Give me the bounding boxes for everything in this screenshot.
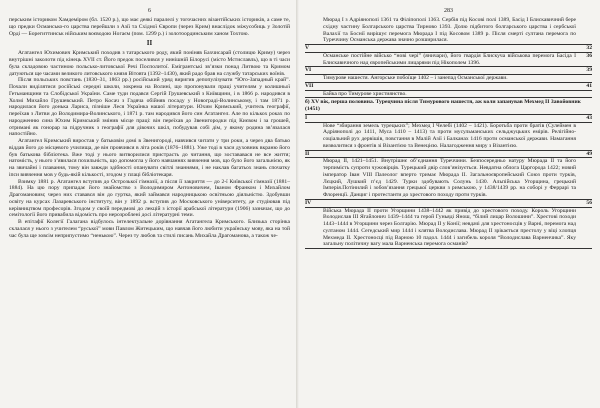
chapter-numeral: I (305, 114, 308, 121)
chapter-numeral: VI (305, 67, 312, 74)
right-page-number: 283 (444, 8, 453, 14)
contents-row (305, 67, 592, 75)
chapter-numeral: VII (305, 82, 314, 89)
body-paragraph: Агатангел Кримський виростав у батьковім домі в Звенигороді, навчився читати у три роки, а через два батько віддав його до місцевого училища, де він провчився в літа років (1876–1881). Уже тоді в часи духовник вкраню його був батькова бібліотека. Вже тоді у нього витворилися пристрасть до читання, що зостававася не все життя; натомість, у нього з’явилася похильність, що допомогла у його навчаннях вивчення мов, що було його загальнією, як на звичайні і плавання, тому він завжди здібності опанувати світлі знаннями, і не наклав багатьох знань спочатку іпси вивчення мов у будь-якій кількості, згодом у плаці бібліотекаря. (9, 138, 290, 178)
chapter-page-number: 49 (586, 150, 592, 157)
chapter-summary: Мюрад II, 1421–1451. Внутрішнє об’єднання Туреччини. Безпосередньо натуру Мюрада II та його терпимість супроти чужовірців. Турецький двір слов’янізується. Невдатна облога Царгорода 1422; новий імператор Іван VIII Палеолог вперто тримає Мюрада II. Загальноєвропейський Союз проти турків, Лєцкий, Лушкий п’єд 1429. Турки здобувають Солунь 1430. Альпійська Угорщина, грецький Імперія.Потінилий і зобов’язання грецької церкви з римською, у 1438/1439 рр. на соборі у Феррарі та Флоренції. Данциг і протестанти до хрестового походу проти турків. (323, 158, 576, 198)
chapter-summary: Нове “збирання земель турецьких”; Мехмед I Челебі (1402 – 1421). Боротьба проти братів (Сулеймен в Адріянополі до 1411, Муса 1410 – 1413) та проти мусульманських сельджуцьких емірів. Релігійно-соціальний рух дервішів, повстання в Малій Азії і Балканах 1416 проти османської держави. Намагання визволитися з фронтів зі Візантією та Венецією. Налагодження миру з Візантією. (323, 122, 576, 149)
body-paragraph: Взимку 1881 р. Агатангел вступив до Острозької гімназії, а після її закриття — до 2-ї Київської гімназії (1881–1884). На цю пору припадає його знайомство з Володимиром Антоновичем, Іваном Франком і Михайлом Драгомановим; через них ставався він до гуртка, який займався народницькою освітньою діяльністю. Здобувши освіту на курсах Лазаревського інституту, він у 1892 р. вступив до Московського університету, де студіював під керівництвом професорів. Згодом у своїй передмові до лекцій з історії арабської літератури (1906) зазначає, що до семітології його привабила відомість про нерозроблені досі літературні теми. (9, 178, 290, 219)
body-paragraph: В епітафії Колегії Галагана відбулось інтелектуальне дорівнання Агатангела Кримського. Близька сторінка склалася у нього з учителем “руської” мови Павлом Житецьким, що навчав його любити українську мову, яка на той час була ще зовсім неприпустимо “ненькою”. Через ту любов та стилі писань Михайла Драгоманова, а також че- (9, 219, 290, 239)
chapter-page-number: 32 (586, 45, 592, 51)
chapter-summary: Османське постійне військо “нові черi” (яничари), його гвардія Блискуча військова перемога Басіда І Блискавичного над європейськими лицарями під Нікополем 1396. (323, 52, 576, 66)
contents-row (305, 200, 592, 208)
contents-row (305, 208, 592, 250)
chapter-summary: Байка про Тимурове християнство. (323, 90, 407, 97)
contents-row (305, 75, 592, 83)
chapter-summary: Тимурове нашестя. Ангорське побоїще 1402 – і занепад Османської держави. (323, 75, 508, 81)
left-top-paragraph: перським істориком Хамдеміром (бл. 1520 р.), що має деякі паралелі у тогочасних візантійських істориків, а саме те, що предки Османсько-го царства перейшли з Азії та Східної Європи (через Крим) внаслідок міжусобиць у Золотій Орді — Борегиттинськ нійським воєводою Ногаєм (пом. 1299 р.) і золотоординським ханом Тохтою. (9, 17, 290, 37)
contents-row (305, 53, 592, 68)
body-paragraph: Агатангел Юхимович Кримський походив з татарського роду, який поніняв Бахчисарай (столицю Криму) через внутрішні заколоти під кінець XVII ст. Його предок поселився у нинішній Білорусі (місто Мстиславль), що в ті часи була складовою частиною польсько-литовської Речі Посполитої. Емігрантські зв’язки понад Литвою та Кримом датуються ще часами великого литовського князя Вітовта (1392–1430), який радо брав на службу татарських воїнів. (9, 50, 290, 77)
left-page (0, 0, 296, 408)
contents-row (305, 44, 592, 53)
chapter-page-number: 41 (586, 82, 592, 89)
body-paragraph: Після польських повстань (1830–31, 1863 рр.) російський уряд виригив депопулізувати “Юго-Западный край”. Почали виділятися російські середні школи, зокрема на Волині, що пропонували праці учителям у колишньої Гетьманщини та Слобідської України. Саме туди подався Сергій Грушевський з Київщини, і в 1866 р. народився в Холмі Михайло Грушевський. Петро Косач з Гадяча обійняв посаду у Новограді-Волинському, і там 1871 р. народилася його донька Лариса, пізніше Леся Українка нашої літератури. Юхим Кримський, учитель географії, переїхав з Литви до Володимира-Волинського, і 1871 р. там народився його син Агатангел. Але по кількох роках по народженню сина Юхим Кримський змінив місце праці: він переїхав до Звенигородки під Києвом і за грошей, отримані як гонорар за підручник з географії для дівочих шкіл, побудував собі дім, у якому родина зв’язалася напостійно. (9, 77, 290, 138)
contents-row (305, 123, 592, 151)
section-heading: II (146, 39, 153, 48)
part-title: б) XV вік, перша половина. Турецчина після Тимурового нашестя, аж коли запанував Мехмед II Завойовник (1451) (305, 99, 581, 112)
left-page-number: 6 (148, 8, 151, 14)
chapter-numeral: II (305, 150, 310, 157)
contents-intro-text: Мюрад І з Адріянополі 1361 та Філіпополі 1363. Сербія під Косові полі 1389, Басід І Блискавичний бере східну частину Болгарського царства Тирново 1393. Долю підбитого болгарського царства і сербської Валахії та Боснії вирішує перемога Мюрада І під Косовом 1389 р. Після смерті султана перемога по Туреччину Османська держава значно розширилася. (323, 17, 576, 44)
chapter-numeral: IV (305, 199, 312, 206)
contents-row (305, 83, 592, 91)
right-page (296, 0, 600, 408)
contents-row (305, 114, 592, 123)
contents-table (305, 17, 592, 249)
chapter-page-number: 43 (586, 114, 592, 121)
contents-row (305, 158, 592, 200)
chapter-summary: Війська Мюрада II проти Угорщини 1438–1442 як привід до хрестового походу. Король Угорщини Володислав III Ягайлонич 1439–1444 та герой Гуньяді Янош, “білий лицар Волошини”. Хрестові походи 1443–1444 в Угорщини через Болгарію. Мюрад II у Конії; невдачі для хрестоносців у Варні, перемога над султаном 1444. Сегедський мир 1444 і клятва Володислава. Мюрад II зрікається престолу у віці хлопця Мехмеда II. Хрестоносці під Варною 10 падол. 1444 і загибель короля “Володислава Варненчика”. Яку загальну політичну вагу мала Варненська перемога османів? (323, 207, 576, 248)
chapter-page-number: 36 (586, 52, 592, 59)
contents-row (305, 91, 592, 99)
chapter-page-number: 56 (586, 199, 592, 206)
contents-intro-row (305, 17, 592, 44)
chapter-page-number: 39 (586, 67, 592, 74)
chapter-numeral: V (305, 45, 310, 51)
